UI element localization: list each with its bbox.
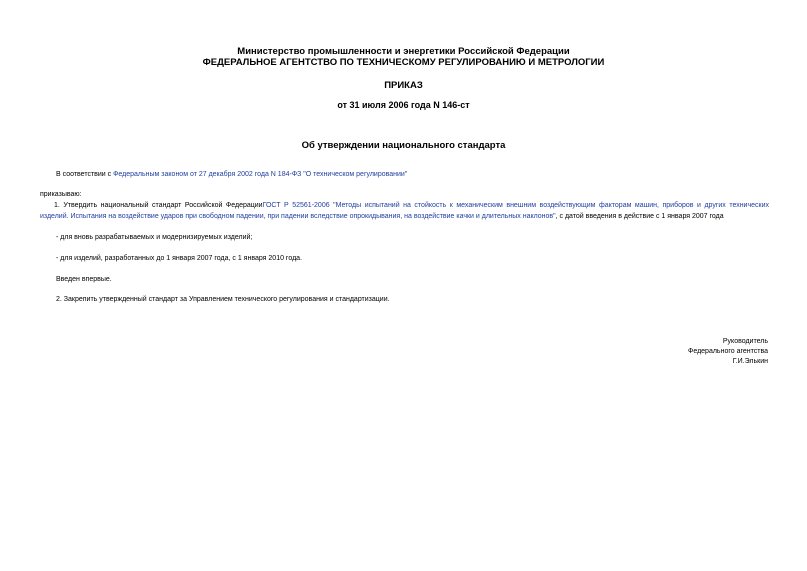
- document-type: ПРИКАЗ: [384, 80, 423, 91]
- gost-link-part-1[interactable]: ГОСТ Р 52561-2006 "Методы испытаний на стойкость к механическим внешним воздействующим факторам машин, приборов и других технических: [262, 202, 769, 209]
- gost-link-part-2[interactable]: изделий. Испытания на воздействие ударов при свободном падении, при падении вследствие опрокидывания, на воздействие качки и длительных наклонов": [40, 213, 556, 220]
- agency-heading: ФЕДЕРАЛЬНОЕ АГЕНТСТВО ПО ТЕХНИЧЕСКОМУ РЕГУЛИРОВАНИЮ И МЕТРОЛОГИИ: [202, 57, 605, 68]
- item-1-line-2: [40, 211, 769, 222]
- signature-name: Г.И.Элькин: [732, 358, 768, 365]
- intro-prefix: В соответствии с: [56, 171, 114, 178]
- item-2-paragraph: 2. Закрепить утвержденный стандарт за Управлением технического регулирования и стандартизации.: [56, 296, 390, 303]
- federal-law-link[interactable]: Федеральным законом от 27 декабря 2002 года N 184-ФЗ "О техническом регулировании": [113, 171, 408, 178]
- item-1-suffix: , с датой введения в действие с 1 января 2007 года: [555, 213, 724, 220]
- ministry-heading: Министерство промышленности и энергетики Российской Федерации: [237, 46, 570, 57]
- item-1-prefix: 1. Утвердить национальный стандарт Российской Федерации: [54, 202, 263, 209]
- item-1-line-1: [40, 200, 769, 211]
- signature-title: Руководитель: [722, 338, 768, 345]
- intro-paragraph: [56, 170, 407, 180]
- bullet-new-products: - для вновь разрабатываемых и модернизируемых изделий;: [56, 234, 253, 241]
- decree-word: приказываю:: [40, 191, 82, 198]
- item-1-paragraph: [40, 200, 769, 222]
- document-subject: Об утверждении национального стандарта: [301, 140, 506, 151]
- bullet-existing-products: - для изделий, разработанных до 1 января 2007 года, с 1 января 2010 года.: [56, 255, 302, 262]
- document-date-number: от 31 июля 2006 года N 146-ст: [337, 100, 470, 110]
- introduced-first-time: Введен впервые.: [56, 276, 112, 283]
- signature-org: Федерального агентства: [688, 348, 768, 355]
